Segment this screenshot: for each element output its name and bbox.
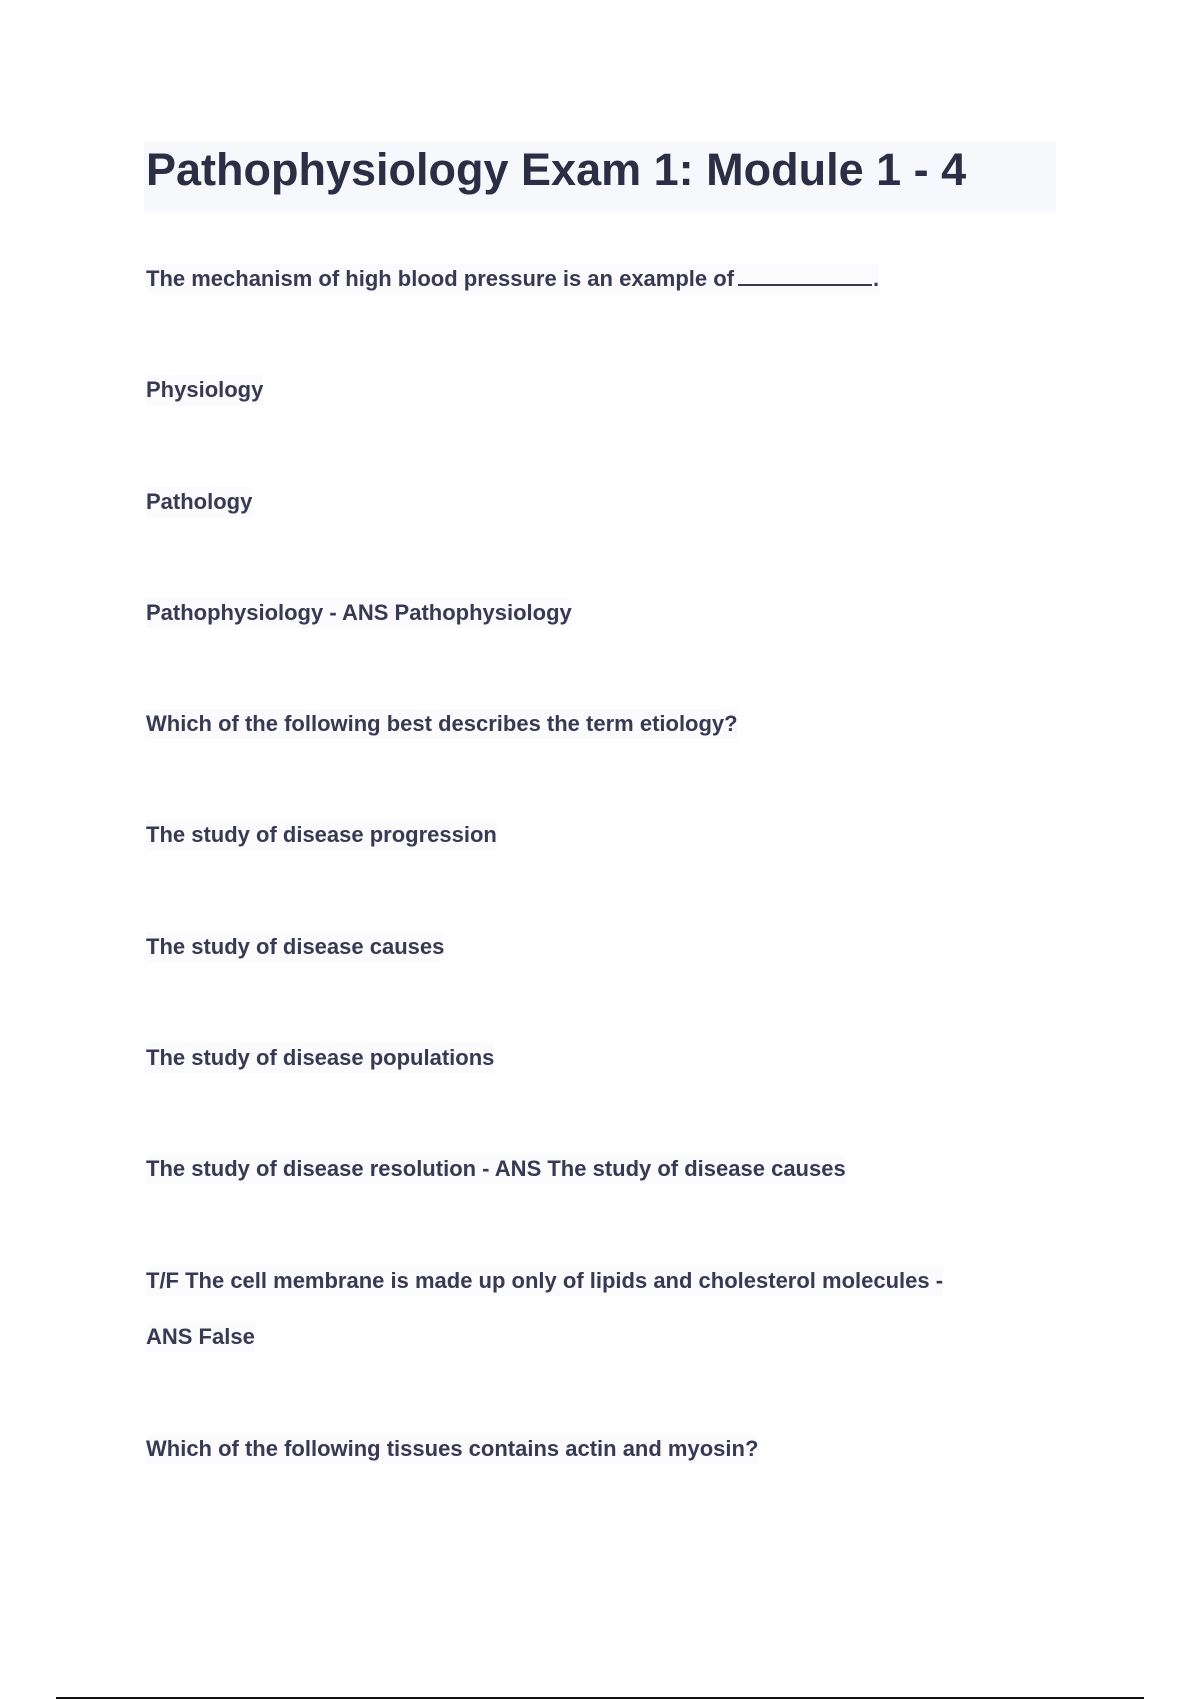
question-3: T/F The cell membrane is made up only of lipids and cholesterol molecules - bbox=[146, 1266, 943, 1296]
question-2: Which of the following best describes the term etiology? bbox=[146, 709, 738, 739]
question-1-option-1: Physiology bbox=[146, 375, 263, 405]
question-2-option-3: The study of disease populations bbox=[146, 1043, 494, 1073]
footer-divider bbox=[56, 1697, 1144, 1699]
question-1-text: The mechanism of high blood pressure is an example of bbox=[146, 266, 735, 291]
question-4: Which of the following tissues contains actin and myosin? bbox=[146, 1434, 758, 1464]
question-1-option-3-answer: Pathophysiology - ANS Pathophysiology bbox=[146, 598, 572, 628]
question-2-option-1: The study of disease progression bbox=[146, 820, 497, 850]
question-1 bbox=[146, 264, 879, 294]
page-title: Pathophysiology Exam 1: Module 1 - 4 bbox=[146, 144, 967, 195]
answer-blank bbox=[738, 266, 872, 286]
question-2-option-2: The study of disease causes bbox=[146, 932, 444, 962]
question-1-option-2: Pathology bbox=[146, 487, 252, 517]
question-1-end: . bbox=[873, 266, 880, 291]
question-2-option-4-answer: The study of disease resolution - ANS The study of disease causes bbox=[146, 1154, 846, 1184]
question-3-answer: ANS False bbox=[146, 1322, 255, 1352]
